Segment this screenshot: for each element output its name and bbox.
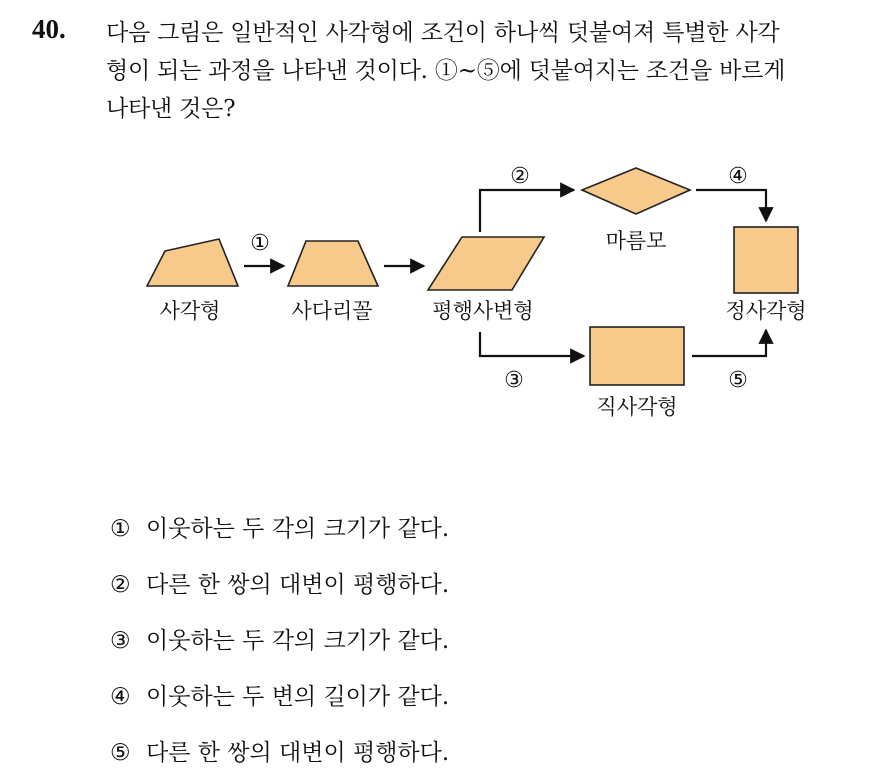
option-5-mark: ⑤	[110, 740, 131, 766]
step-label-2: ②	[510, 164, 530, 189]
option-1-text: 이웃하는 두 각의 크기가 같다.	[146, 516, 450, 542]
arrow-parallelogram-to-rectangle	[480, 332, 584, 356]
label-rectangle: 직사각형	[596, 395, 678, 419]
question-number: 40.	[32, 14, 66, 44]
arrow-parallelogram-to-rhombus	[480, 190, 574, 232]
question-text-line-1: 다음 그림은 일반적인 사각형에 조건이 하나씩 덧붙여져 특별한 사각	[106, 20, 780, 46]
rhombus-shape	[582, 168, 690, 214]
label-square: 정사각형	[725, 299, 807, 323]
option-3[interactable]	[110, 622, 449, 655]
option-3-mark: ③	[110, 628, 131, 654]
label-rhombus: 마름모	[605, 229, 667, 253]
option-2[interactable]	[110, 566, 449, 599]
label-parallelogram: 평행사변형	[432, 299, 534, 323]
quadrilateral-shape	[147, 239, 238, 286]
square-shape	[734, 227, 798, 293]
option-1[interactable]	[110, 510, 449, 543]
question-text-line-2: 형이 되는 과정을 나타낸 것이다. ①~⑤에 덧붙여지는 조건을 바르게	[106, 58, 786, 84]
label-quadrilateral: 사각형	[159, 299, 221, 323]
option-4[interactable]	[110, 678, 449, 711]
option-4-text: 이웃하는 두 변의 길이가 같다.	[146, 684, 450, 710]
option-4-mark: ④	[110, 684, 131, 710]
step-label-5: ⑤	[728, 368, 748, 393]
question-text-line-3: 나타낸 것은?	[106, 96, 236, 122]
parallelogram-shape	[428, 237, 544, 290]
arrow-rhombus-to-square	[696, 190, 766, 221]
step-label-3: ③	[504, 368, 524, 393]
arrow-rectangle-to-square	[692, 330, 766, 356]
label-trapezoid: 사다리꼴	[291, 299, 373, 323]
step-label-4: ④	[728, 164, 748, 189]
step-label-1: ①	[250, 231, 270, 256]
option-2-mark: ②	[110, 572, 131, 598]
trapezoid-shape	[288, 241, 378, 286]
option-5-text: 다른 한 쌍의 대변이 평행하다.	[146, 740, 450, 766]
option-2-text: 다른 한 쌍의 대변이 평행하다.	[146, 572, 450, 598]
option-1-mark: ①	[110, 516, 131, 542]
option-3-text: 이웃하는 두 각의 크기가 같다.	[146, 628, 450, 654]
option-5[interactable]	[110, 734, 449, 767]
rectangle-shape	[590, 327, 684, 385]
